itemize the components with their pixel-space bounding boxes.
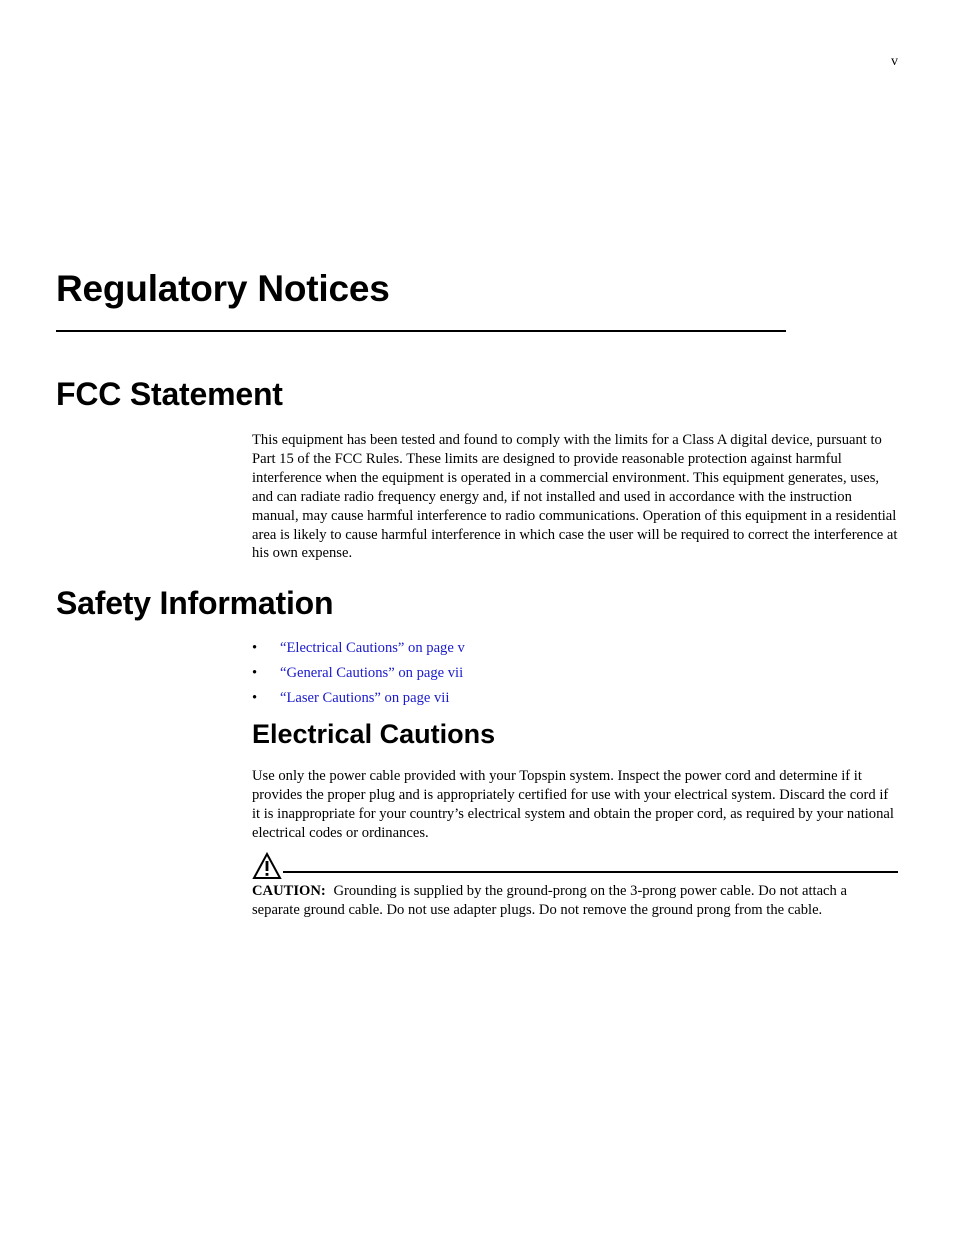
list-item [252,688,465,713]
electrical-cautions-heading: Electrical Cautions [252,719,496,749]
warning-triangle-icon [252,852,282,880]
chapter-divider [56,330,786,332]
fcc-statement-body: This equipment has been tested and found to comply with the limits for a Class A digital device, pursuant to Part 15 of the FCC Rules. These limits are designed to provide reasonable protection against harmful interference when the equipment is operated in a commercial environment. This equipment generates, uses, and can radiate radio frequency energy and, if not installed and used in accordance with the instruction manual, may cause harmful interference to radio communications. Operation of this equipment in a residential area is likely to cause harmful interference in which case the user will be required to correct the interference at his own expense. [252,432,898,562]
caution-note [252,882,898,920]
list-item [252,638,465,663]
bullet-mark: • [252,665,258,681]
page-number: v [891,54,898,69]
link-electrical-cautions[interactable]: “Electrical Cautions” on page v [280,640,465,656]
list-item [252,663,465,688]
bullet-mark: • [252,690,258,706]
link-general-cautions[interactable]: “General Cautions” on page vii [280,665,464,681]
caution-text: Grounding is supplied by the ground-prong on the 3-prong power cable. Do not attach a separate ground cable. Do not use adapter plugs. Do not remove the ground prong from the cable. [252,883,847,918]
caution-label: CAUTION: [252,883,326,899]
chapter-title: Regulatory Notices [56,268,390,309]
fcc-statement-heading: FCC Statement [56,376,283,412]
electrical-cautions-body: Use only the power cable provided with your Topspin system. Inspect the power cord and determine if it provides the proper plug and is appropriately certified for use with your electrical system. Discard the cord if it is inappropriate for your country’s electrical system and obtain the proper cord, as required by your national electrical codes or ordinances. [252,768,894,841]
safety-information-heading: Safety Information [56,585,334,621]
safety-links-list [252,638,465,713]
link-laser-cautions[interactable]: “Laser Cautions” on page vii [280,690,450,706]
caution-divider [283,871,898,873]
bullet-mark: • [252,640,258,656]
